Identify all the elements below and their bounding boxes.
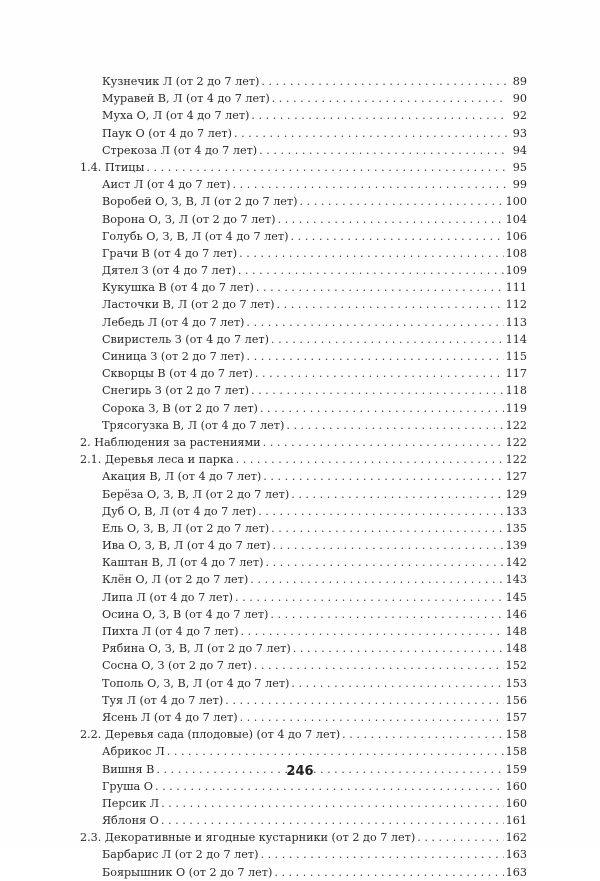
toc-entry-row	[80, 211, 527, 228]
toc-entry-row	[80, 503, 527, 520]
toc-entry-page: 122	[505, 453, 527, 467]
dot-leader	[291, 675, 503, 692]
toc-entry-row	[80, 125, 527, 142]
toc-entry-page: 142	[505, 556, 527, 570]
toc-entry-page: 135	[505, 521, 527, 535]
toc-entry-title: 2. Наблюдения за растениями	[80, 435, 261, 449]
toc-entry-title: Стрекоза Л (от 4 до 7 лет)	[102, 143, 258, 157]
toc-entry-title: Муха О, Л (от 4 до 7 лет)	[102, 109, 250, 123]
toc-entry-row	[80, 778, 527, 795]
toc-entry-page: 133	[505, 504, 527, 518]
dot-leader	[263, 468, 503, 485]
toc-entry-page: 109	[505, 264, 527, 278]
toc-entry-title: Сорока З, В (от 2 до 7 лет)	[102, 401, 258, 415]
toc-entry-title: Скворцы В (от 4 до 7 лет)	[102, 367, 253, 381]
dot-leader	[273, 537, 504, 554]
dot-leader	[271, 520, 503, 537]
dot-leader	[146, 159, 507, 176]
toc-entry-page: 99	[512, 178, 527, 192]
toc-entry-page: 119	[505, 401, 527, 415]
dot-leader	[271, 331, 504, 348]
toc-entry-row	[80, 657, 527, 674]
toc-entry-page: 94	[512, 143, 527, 157]
toc-entry-page: 112	[505, 298, 527, 312]
dot-leader	[260, 846, 503, 863]
toc-entry-row	[80, 107, 527, 124]
toc-entry-page: 104	[505, 212, 527, 226]
toc-entry-title: Ворона О, З, Л (от 2 до 7 лет)	[102, 212, 276, 226]
toc-entry-title: 2.3. Декоративные и ягодные кустарники (от 2 до 7 лет)	[80, 831, 416, 845]
toc-entry-row	[80, 554, 527, 571]
dot-leader	[286, 417, 503, 434]
toc-entry-row	[80, 382, 527, 399]
toc-entry-page: 115	[505, 350, 527, 363]
toc-entry-title: Берёза О, З, В, Л (от 2 до 7 лет)	[102, 487, 290, 501]
toc-entry-page: 156	[505, 693, 527, 707]
toc-entry-title: Голубь О, З, В, Л (от 4 до 7 лет)	[102, 229, 289, 243]
dot-leader	[272, 90, 507, 107]
toc-entry-page: 114	[505, 332, 527, 346]
toc-entry-page: 95	[512, 160, 527, 174]
toc-entry-page: 159	[505, 762, 527, 776]
toc-entry-row	[80, 675, 527, 692]
toc-section-row	[80, 451, 527, 468]
dot-leader	[265, 554, 503, 571]
toc-entry-title: Лебедь Л (от 4 до 7 лет)	[102, 315, 245, 329]
toc-entry-title: Снегирь З (от 2 до 7 лет)	[102, 384, 249, 398]
toc-entry-page: 160	[505, 796, 527, 810]
toc-section-row	[80, 434, 527, 451]
toc-entry-title: Акация В, Л (от 4 до 7 лет)	[102, 470, 262, 484]
toc-entry-title: Рябина О, З, В, Л (от 2 до 7 лет)	[102, 642, 291, 656]
toc-entry-title: Трясогузка В, Л (от 4 до 7 лет)	[102, 418, 285, 432]
toc-entry-title: Липа Л (от 4 до 7 лет)	[102, 590, 234, 604]
toc-entry-page: 163	[505, 848, 527, 862]
toc-entry-row	[80, 812, 527, 829]
toc-entry-title: Вишня В	[102, 762, 155, 776]
toc-entry-title: Груша О	[102, 779, 153, 793]
toc-entry-title: Аист Л (от 4 до 7 лет)	[102, 178, 231, 192]
toc-entry-row	[80, 348, 527, 365]
dot-leader	[260, 400, 504, 417]
dot-leader	[417, 829, 503, 846]
toc-entry-page: 158	[505, 728, 527, 742]
toc-entry-row	[80, 623, 527, 640]
dot-leader	[251, 107, 507, 124]
toc-entry-page: 122	[505, 418, 527, 432]
toc-entry-row	[80, 331, 527, 348]
toc-entry-page: 143	[505, 573, 527, 587]
dot-leader	[261, 73, 507, 90]
toc-entry-title: Барбарис Л (от 2 до 7 лет)	[102, 848, 259, 862]
toc-entry-title: 1.4. Птицы	[80, 160, 145, 174]
dot-leader	[258, 503, 504, 520]
dot-leader	[233, 176, 508, 193]
toc-entry-title: Кузнечик Л (от 2 до 7 лет)	[102, 75, 260, 88]
toc-entry-page: 111	[505, 281, 527, 295]
toc-entry-title: 2.1. Деревья леса и парка	[80, 453, 234, 467]
dot-leader	[240, 709, 504, 726]
toc-section-row	[80, 159, 527, 176]
toc-entry-page: 157	[505, 710, 527, 724]
dot-leader	[277, 211, 503, 228]
toc-entry-row	[80, 90, 527, 107]
toc-entry-page: 118	[505, 384, 527, 398]
dot-leader	[290, 228, 503, 245]
toc-entry-row	[80, 537, 527, 554]
toc-entry-title: Воробей О, З, В, Л (от 2 до 7 лет)	[102, 195, 298, 209]
toc-entry-title: Свиристель З (от 4 до 7 лет)	[102, 332, 269, 346]
toc-entry-row	[80, 520, 527, 537]
toc-entry-page: 117	[505, 367, 527, 381]
toc-entry-page: 139	[505, 539, 527, 553]
toc-entry-page: 160	[505, 779, 527, 793]
toc-entry-row	[80, 228, 527, 245]
dot-leader	[293, 640, 504, 657]
toc-entry-page: 122	[505, 435, 527, 449]
toc-entry-row	[80, 864, 527, 881]
toc-entry-title: Тополь О, З, В, Л (от 4 до 7 лет)	[102, 676, 290, 690]
toc-entry-page: 153	[505, 676, 527, 690]
toc-entry-title: Дятел З (от 4 до 7 лет)	[102, 264, 236, 278]
dot-leader	[256, 279, 504, 296]
toc-entry-row	[80, 468, 527, 485]
dot-leader	[238, 262, 504, 279]
dot-leader	[167, 743, 504, 760]
toc-entry-row	[80, 417, 527, 434]
dot-leader	[239, 245, 504, 262]
toc-entry-row	[80, 365, 527, 382]
toc-entry-title: Ель О, З, В, Л (от 2 до 7 лет)	[102, 521, 270, 535]
dot-leader	[250, 571, 503, 588]
toc-entry-row	[80, 606, 527, 623]
toc-entry-title: Абрикос Л	[102, 745, 165, 759]
toc-entry-row	[80, 314, 527, 331]
dot-leader	[161, 795, 503, 812]
dot-leader	[251, 382, 504, 399]
table-of-contents	[80, 73, 527, 881]
dot-leader	[161, 812, 504, 829]
toc-entry-row	[80, 709, 527, 726]
dot-leader	[246, 314, 503, 331]
dot-leader	[247, 348, 504, 365]
toc-entry-title: Грачи В (от 4 до 7 лет)	[102, 246, 238, 260]
toc-entry-title: Муравей В, Л (от 4 до 7 лет)	[102, 92, 270, 106]
dot-leader	[276, 296, 503, 313]
toc-entry-page: 93	[512, 126, 527, 140]
toc-entry-page: 146	[505, 607, 527, 621]
toc-section-row	[80, 829, 527, 846]
toc-entry-row	[80, 400, 527, 417]
toc-entry-row	[80, 486, 527, 503]
toc-entry-title: Персик Л	[102, 796, 160, 810]
toc-entry-title: Ласточки В, Л (от 2 до 7 лет)	[102, 298, 275, 312]
toc-entry-title: Сосна О, З (от 2 до 7 лет)	[102, 659, 252, 673]
dot-leader	[234, 125, 507, 142]
toc-entry-row	[80, 176, 527, 193]
toc-entry-row	[80, 571, 527, 588]
dot-leader	[342, 726, 503, 743]
toc-entry-row	[80, 640, 527, 657]
toc-entry-page: 89	[512, 75, 527, 88]
dot-leader	[255, 365, 504, 382]
toc-entry-row	[80, 743, 527, 760]
toc-section-row	[80, 726, 527, 743]
dot-leader	[263, 434, 504, 451]
toc-entry-page: 158	[505, 745, 527, 759]
toc-entry-row	[80, 795, 527, 812]
toc-entry-title: Яблоня О	[102, 814, 159, 828]
toc-entry-title: Боярышник О (от 2 до 7 лет)	[102, 865, 273, 879]
toc-entry-title: Клён О, Л (от 2 до 7 лет)	[102, 573, 249, 587]
toc-entry-title: Туя Л (от 4 до 7 лет)	[102, 693, 224, 707]
toc-entry-page: 92	[512, 109, 527, 123]
toc-entry-row	[80, 245, 527, 262]
toc-entry-row	[80, 296, 527, 313]
toc-entry-page: 163	[505, 865, 527, 879]
dot-leader	[240, 623, 503, 640]
toc-entry-page: 108	[505, 246, 527, 260]
dot-leader	[259, 142, 507, 159]
dot-leader	[254, 657, 504, 674]
toc-entry-title: Ива О, З, В, Л (от 4 до 7 лет)	[102, 539, 271, 553]
toc-entry-page: 145	[505, 590, 527, 604]
toc-entry-row	[80, 846, 527, 863]
toc-entry-page: 113	[505, 315, 527, 329]
toc-entry-title: 2.2. Деревья сада (плодовые) (от 4 до 7 лет)	[80, 728, 341, 742]
page-number: 246	[286, 764, 314, 779]
dot-leader	[270, 606, 503, 623]
dot-leader	[291, 486, 503, 503]
toc-entry-page: 90	[512, 92, 527, 106]
dot-leader	[225, 692, 503, 709]
toc-entry-row	[80, 589, 527, 606]
dot-leader	[236, 451, 504, 468]
toc-entry-title: Осина О, З, В (от 4 до 7 лет)	[102, 607, 269, 621]
toc-entry-row	[80, 73, 527, 90]
toc-entry-row	[80, 279, 527, 296]
toc-entry-title: Синица З (от 2 до 7 лет)	[102, 350, 245, 363]
toc-entry-page: 162	[505, 831, 527, 845]
toc-entry-row	[80, 692, 527, 709]
toc-entry-title: Ясень Л (от 4 до 7 лет)	[102, 710, 238, 724]
toc-entry-row	[80, 262, 527, 279]
dot-leader	[155, 778, 504, 795]
dot-leader	[299, 193, 503, 210]
toc-entry-page: 148	[505, 642, 527, 656]
toc-entry-title: Пихта Л (от 4 до 7 лет)	[102, 625, 239, 638]
dot-leader	[274, 864, 503, 881]
dot-leader	[235, 589, 504, 606]
toc-entry-title: Дуб О, В, Л (от 4 до 7 лет)	[102, 504, 257, 518]
toc-entry-page: 129	[505, 487, 527, 501]
toc-entry-page: 127	[505, 470, 527, 484]
toc-entry-page: 106	[505, 229, 527, 243]
toc-entry-page: 152	[505, 659, 527, 673]
toc-entry-title: Паук О (от 4 до 7 лет)	[102, 126, 232, 140]
toc-entry-page: 100	[505, 195, 527, 209]
toc-entry-page: 148	[505, 625, 527, 638]
toc-entry-page: 161	[505, 814, 527, 828]
toc-entry-row	[80, 142, 527, 159]
toc-entry-title: Каштан В, Л (от 4 до 7 лет)	[102, 556, 264, 570]
toc-entry-title: Кукушка В (от 4 до 7 лет)	[102, 281, 254, 295]
toc-entry-row	[80, 193, 527, 210]
